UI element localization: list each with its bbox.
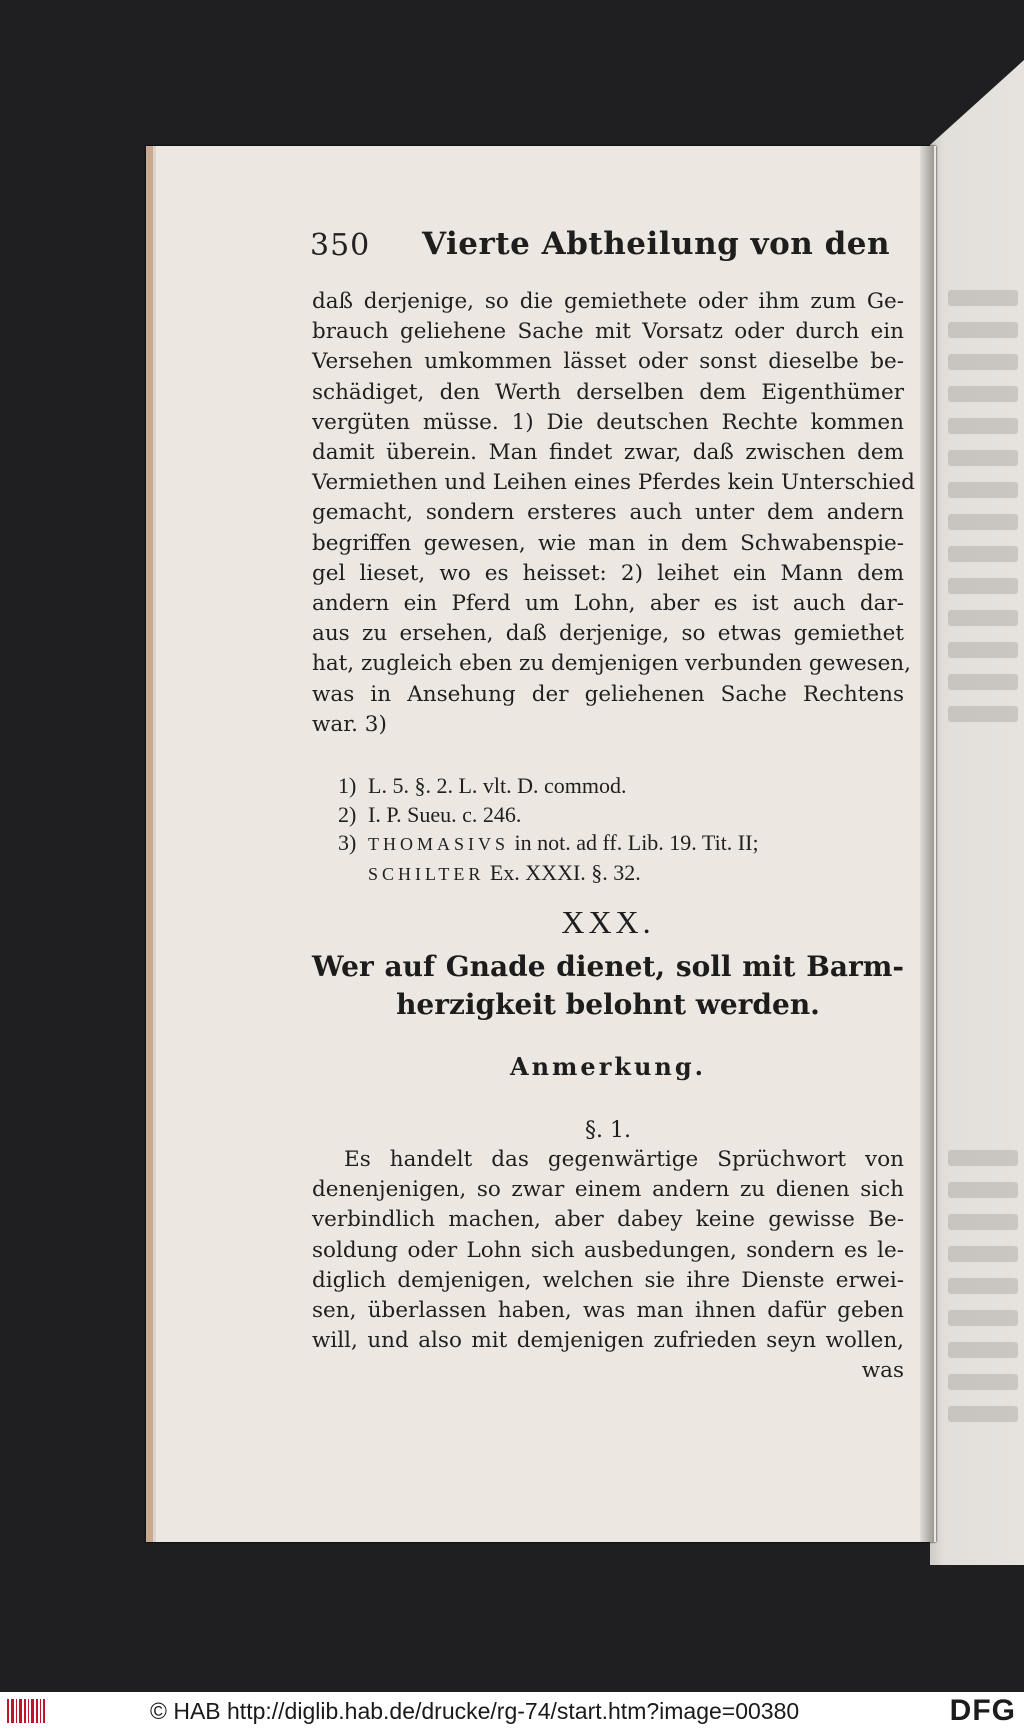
paragraph-1: [312, 287, 915, 740]
text-line: daß derjenige, so die gemiethete oder ihm zum Ge-: [312, 289, 904, 314]
text-line: gel lieset, wo es heisset: 2) leihet ein Mann dem: [312, 560, 904, 586]
hab-barcode-icon: [6, 1697, 46, 1725]
text-line: verbindlich machen, aber dabey keine gewisse Be-: [312, 1207, 904, 1233]
section-title: [312, 948, 904, 1024]
text-line: vergüten müsse. 1) Die deutschen Rechte kommen: [312, 409, 904, 435]
footnote-text: L. 5. §. 2. L. vlt. D. commod.: [368, 773, 627, 798]
section-number: XXX.: [561, 904, 655, 940]
dfg-logo: DFG: [949, 1694, 1016, 1727]
text-line: sen, überlassen haben, was man ihnen dafür geben: [312, 1298, 904, 1324]
text-line: was in Ansehung der geliehenen Sache Rechtens: [312, 681, 904, 707]
footnote-2: [338, 801, 906, 830]
catchword: was: [861, 1358, 904, 1384]
text-line: damit überein. Man findet zwar, daß zwischen dem: [312, 440, 904, 466]
running-title: Vierte Abtheilung von den: [422, 226, 891, 262]
page-number: 350: [310, 228, 371, 263]
text-line: Versehen umkommen lässet oder sonst dieselbe be-: [312, 349, 904, 375]
paragraph-mark: §. 1.: [585, 1118, 631, 1143]
footnote-3: [338, 829, 906, 859]
footnote-text: Ex. XXXI. §. 32.: [484, 859, 641, 885]
text-line: schädiget, den Werth derselben dem Eigenthümer: [312, 379, 904, 405]
text-line: soldung oder Lohn sich ausbedungen, sondern es le-: [312, 1237, 904, 1263]
text-line: hat, zugleich eben zu demjenigen verbunden gewesen,: [312, 651, 911, 677]
footnote-text: I. P. Sueu. c. 246.: [368, 801, 522, 827]
facing-page-edge: [930, 60, 1024, 1565]
footnote-mark: 1): [338, 773, 357, 798]
footer-bar: [0, 1692, 1024, 1730]
footnote-1: [338, 772, 906, 801]
footnote-mark: 3): [338, 830, 357, 855]
text-line: andern ein Pferd um Lohn, aber es ist auch dar-: [312, 591, 904, 617]
text-line: will, und also mit demjenigen zufrieden seyn wollen,: [312, 1328, 904, 1354]
section-title-line: herzigkeit belohnt werden.: [396, 988, 820, 1021]
paragraph-2: [312, 1145, 904, 1387]
text-line: aus zu ersehen, daß derjenige, so etwas gemiethet: [312, 621, 904, 647]
author-name: SCHILTER: [368, 863, 485, 884]
text-line: Es handelt das gegenwärtige Sprüchwort von: [344, 1147, 904, 1172]
footnote-mark: 2): [338, 801, 357, 827]
author-name: THOMASIVS: [368, 834, 510, 854]
note-heading: Anmerkung.: [509, 1052, 707, 1081]
text-line: denenjenigen, so zwar einem andern zu dienen sich: [312, 1177, 904, 1203]
footnote-3-continuation: [338, 859, 906, 889]
text-line: Vermiethen und Leihen eines Pferdes kein Unterschied: [312, 470, 915, 496]
footnote-text: in not. ad ff. Lib. 19. Tit. II;: [509, 830, 759, 855]
footnotes: [338, 772, 906, 888]
text-line: gemacht, sondern ersteres auch unter dem andern: [312, 500, 904, 526]
text-line: brauch geliehene Sache mit Vorsatz oder durch ein: [312, 319, 904, 345]
text-line: war. 3): [312, 711, 387, 737]
page-header: [310, 222, 900, 272]
text-line: diglich demjenigen, welchen sie ihre Dienste erwei-: [312, 1267, 904, 1293]
copyright-link[interactable]: © HAB http://diglib.hab.de/drucke/rg-74/start.htm?image=00380: [150, 1698, 800, 1724]
section-title-line: Wer auf Gnade dienet, soll mit Barm-: [312, 950, 904, 983]
spine-shadow: [920, 146, 934, 1542]
text-line: begriffen gewesen, wie man in dem Schwabenspie-: [312, 530, 904, 556]
